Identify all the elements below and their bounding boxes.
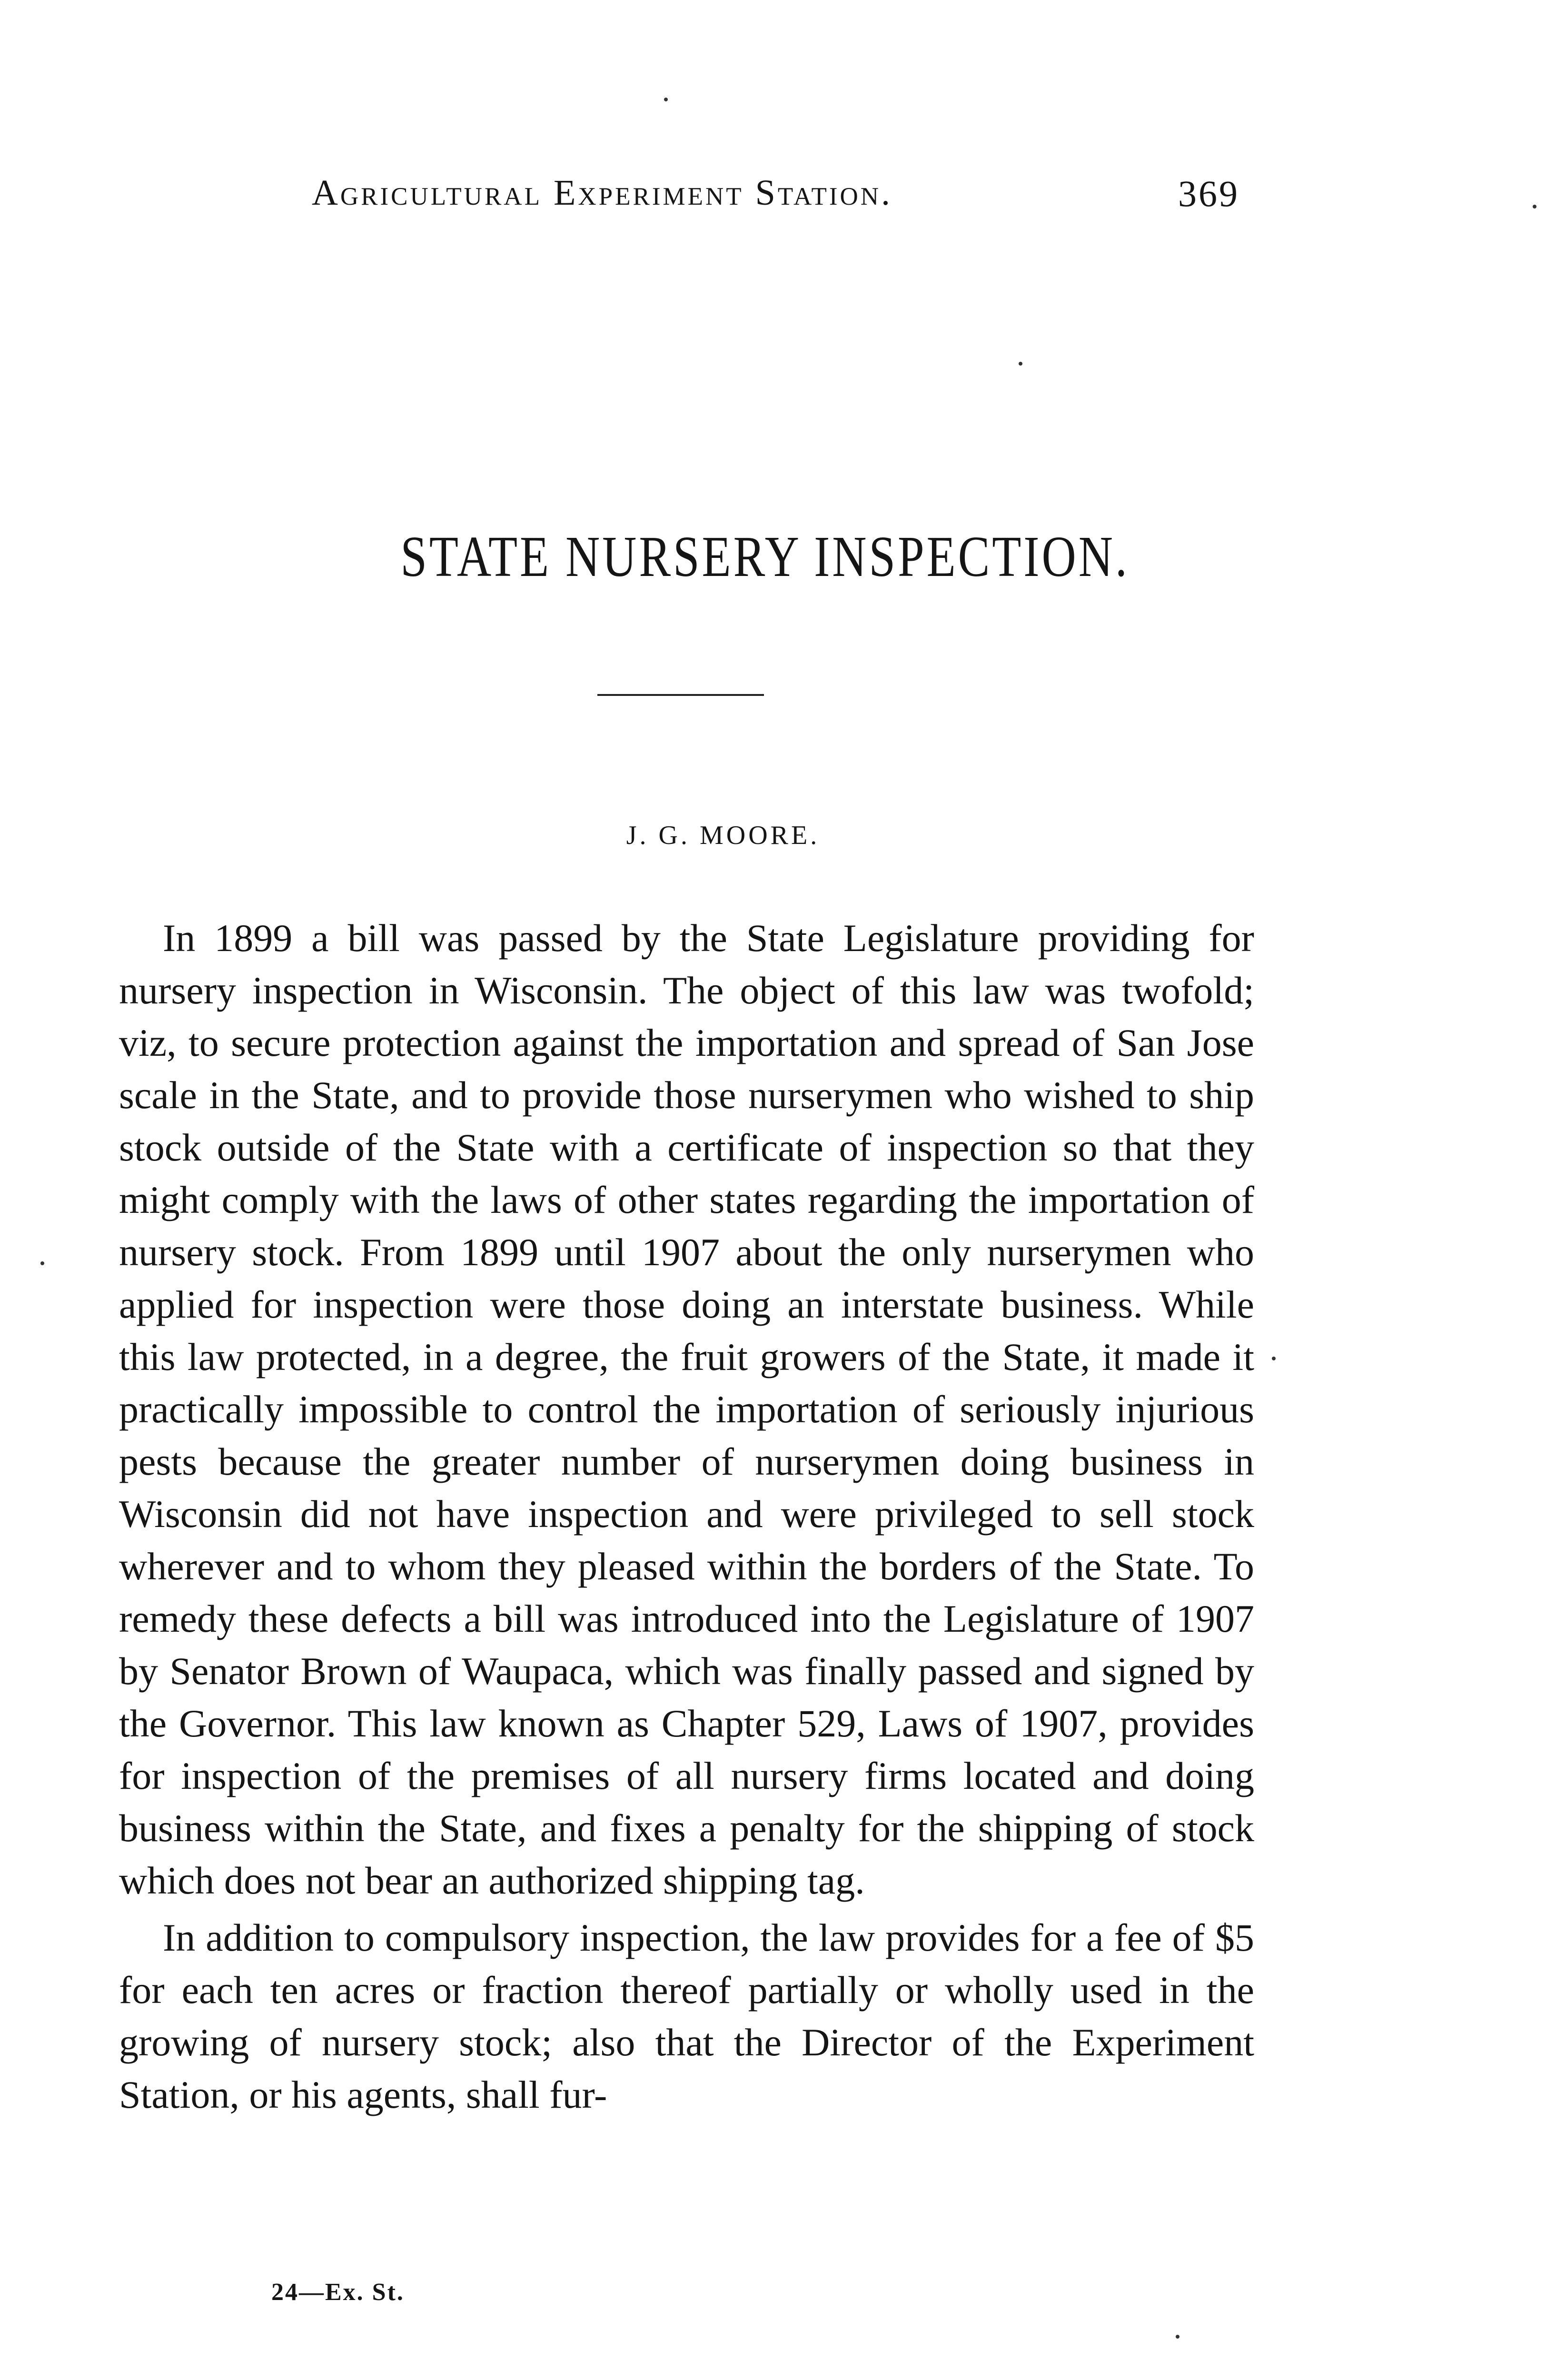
print-speck [1533,205,1536,208]
print-speck [40,1261,44,1265]
page-number: 369 [1178,173,1239,214]
article-body [119,912,1254,2121]
signature-mark: 24—Ex. St. [271,2279,405,2306]
article-title: STATE NURSERY INSPECTION. [400,525,1130,589]
body-paragraph: In 1899 a bill was passed by the State Legislature providing for nursery inspection in Wisconsin. The object of this law was twofold; viz, to secure protection against the importation and spread of San Jose scale in the State, and to provide those nurserymen who wished to ship stock outside of the State with a certificate of inspection so that they might comply with the laws of other states regarding the importation of nursery stock. From 1899 until 1907 about the only nurserymen who applied for inspection were those doing an interstate business. While this law protected, in a degree, the fruit growers of the State, it made it practically impossible to control the importation of seriously injurious pests because the greater number of nurserymen doing business in Wisconsin did not have inspection and were privileged to sell stock wherever and to whom they pleased within the borders of the State. To remedy these defects a bill was introduced into the Legislature of 1907 by Senator Brown of Waupaca, which was finally passed and signed by the Governor. This law known as Chapter 529, Laws of 1907, provides for inspection of the premises of all nursery firms located and doing business within the State, and fixes a penalty for the shipping of stock which does not bear an authorized shipping tag. [119,916,1254,1902]
body-paragraph: In addition to compulsory inspection, the law provides for a fee of $5 for each ten acres or fraction thereof partially or wholly used in the growing of nursery stock; also that the Director of the Experiment Station, or his agents, shall fur- [119,1916,1254,2116]
running-title: Agricultural Experiment Station. [312,173,893,213]
print-speck [1272,1357,1276,1360]
print-speck [1176,2335,1179,2339]
print-speck [1019,362,1022,366]
author-name: J. G. MOORE. [626,821,820,850]
running-head [0,172,1546,225]
title-divider [597,694,764,696]
print-speck [664,98,668,101]
